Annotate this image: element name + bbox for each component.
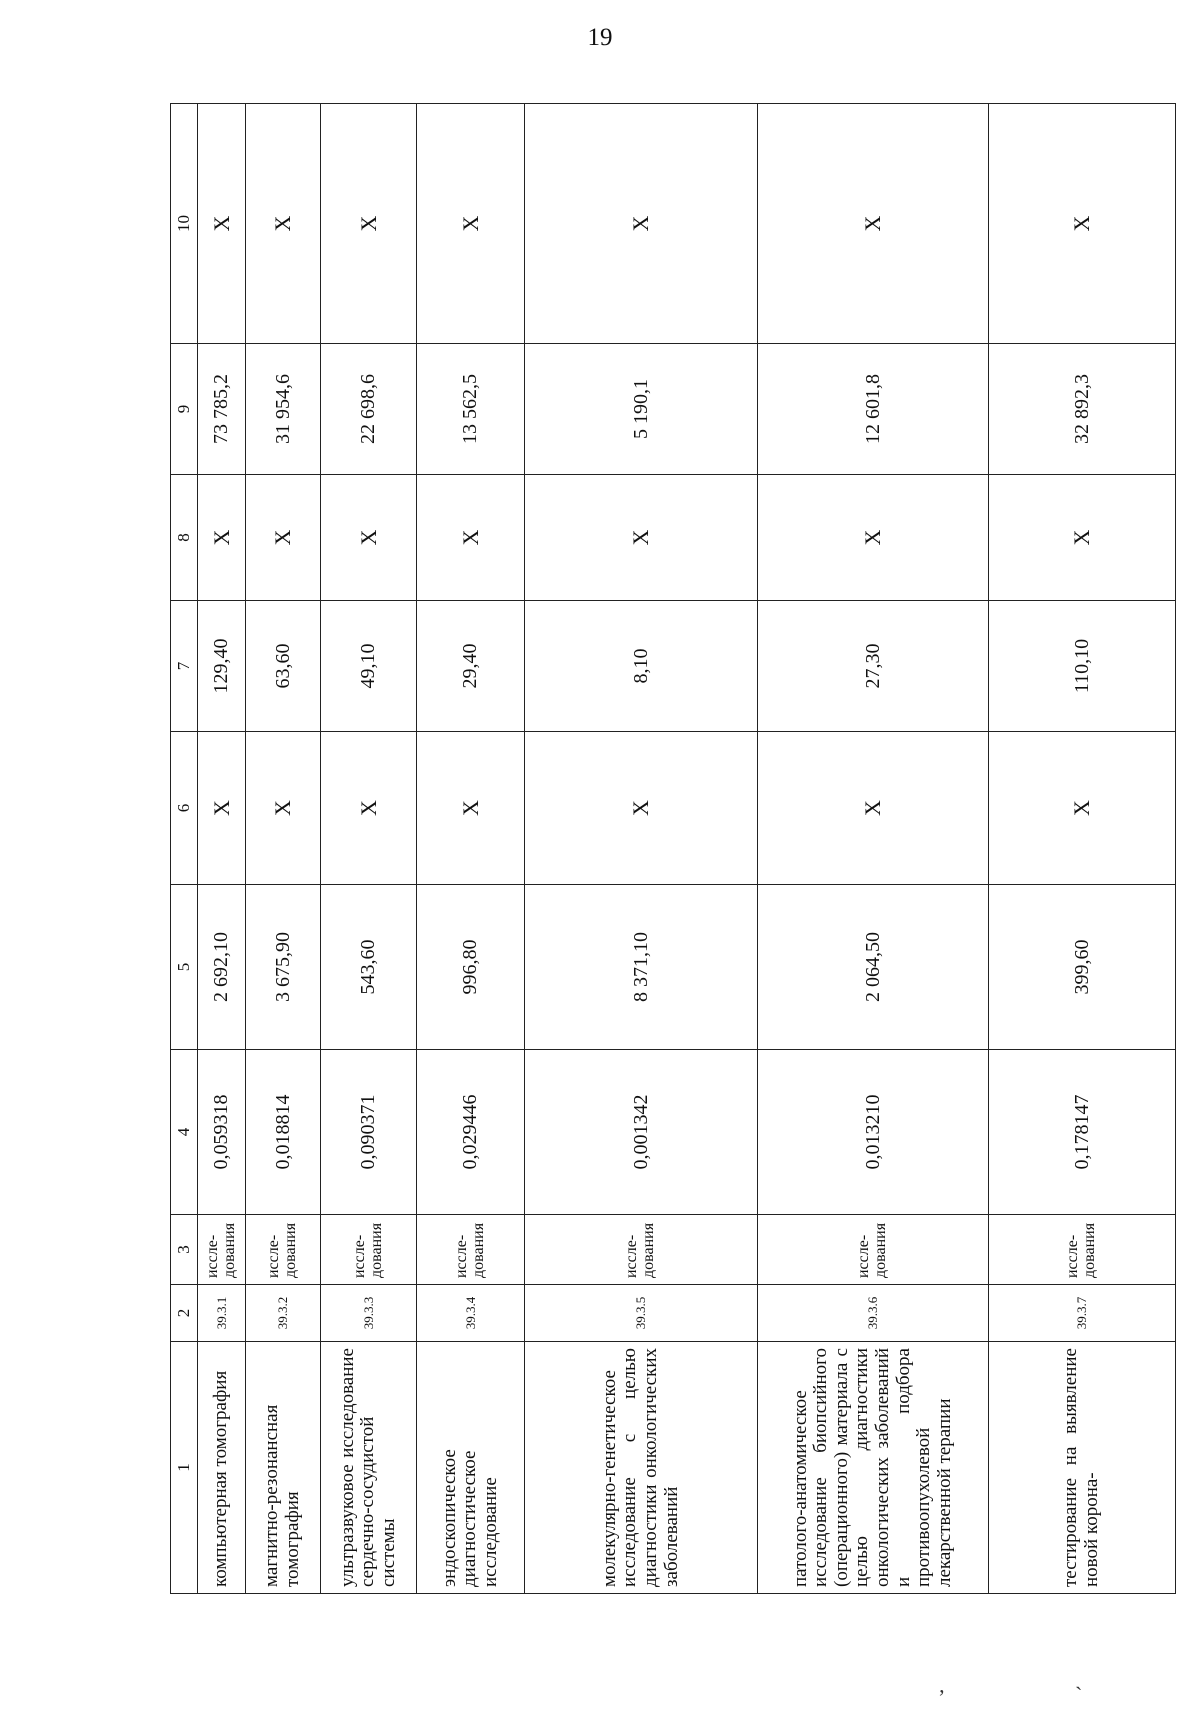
row-col-5: 543,60 bbox=[321, 885, 417, 1050]
row-code: 39.3.3 bbox=[321, 1285, 417, 1342]
row-col-8: X bbox=[989, 475, 1176, 601]
row-col-4: 0,090371 bbox=[321, 1050, 417, 1215]
row-col-9: 73 785,2 bbox=[198, 344, 246, 475]
row-col-10: X bbox=[417, 104, 525, 344]
rotated-table-frame bbox=[170, 104, 1170, 1594]
row-col-8: X bbox=[246, 475, 321, 601]
header-col-9: 9 bbox=[171, 344, 198, 475]
tariff-table bbox=[170, 103, 1176, 1594]
row-col-9: 31 954,6 bbox=[246, 344, 321, 475]
row-col-10: X bbox=[758, 104, 989, 344]
row-col-6: X bbox=[198, 732, 246, 885]
row-col-10: X bbox=[989, 104, 1176, 344]
row-col-7: 8,10 bbox=[525, 601, 758, 732]
row-col-5: 2 692,10 bbox=[198, 885, 246, 1050]
row-col-4: 0,013210 bbox=[758, 1050, 989, 1215]
row-code: 39.3.2 bbox=[246, 1285, 321, 1342]
row-col-10: X bbox=[198, 104, 246, 344]
row-col-4: 0,001342 bbox=[525, 1050, 758, 1215]
row-name: магнитно-резонансная томография bbox=[246, 1342, 321, 1594]
row-col-5: 8 371,10 bbox=[525, 885, 758, 1050]
table-row bbox=[198, 104, 246, 1594]
row-col-7: 110,10 bbox=[989, 601, 1176, 732]
header-col-1: 1 bbox=[171, 1342, 198, 1594]
row-col-6: X bbox=[321, 732, 417, 885]
row-code: 39.3.4 bbox=[417, 1285, 525, 1342]
row-col-8: X bbox=[198, 475, 246, 601]
row-unit: иссле-дования bbox=[417, 1215, 525, 1285]
row-col-10: X bbox=[246, 104, 321, 344]
table-row bbox=[758, 104, 989, 1594]
row-col-4: 0,018814 bbox=[246, 1050, 321, 1215]
row-col-6: X bbox=[417, 732, 525, 885]
row-col-8: X bbox=[321, 475, 417, 601]
row-name: компьютерная томография bbox=[198, 1342, 246, 1594]
row-col-4: 0,059318 bbox=[198, 1050, 246, 1215]
row-unit: иссле-дования bbox=[321, 1215, 417, 1285]
table-row bbox=[321, 104, 417, 1594]
row-name: ультразвуковое исследование сердечно-сосудистой системы bbox=[321, 1342, 417, 1594]
row-name: патолого-анатомическое исследование биопсийного (операционного) материала с целью диагностики онкологических заболеваний и подбора противоопухолевой лекарственной терапии bbox=[758, 1342, 989, 1594]
row-code: 39.3.7 bbox=[989, 1285, 1176, 1342]
row-col-6: X bbox=[246, 732, 321, 885]
row-code: 39.3.5 bbox=[525, 1285, 758, 1342]
row-unit: иссле-дования bbox=[989, 1215, 1176, 1285]
header-col-6: 6 bbox=[171, 732, 198, 885]
row-code: 39.3.6 bbox=[758, 1285, 989, 1342]
row-col-7: 27,30 bbox=[758, 601, 989, 732]
row-col-6: X bbox=[758, 732, 989, 885]
row-col-6: X bbox=[525, 732, 758, 885]
row-unit: иссле-дования bbox=[246, 1215, 321, 1285]
header-col-7: 7 bbox=[171, 601, 198, 732]
header-col-10: 10 bbox=[171, 104, 198, 344]
row-col-9: 5 190,1 bbox=[525, 344, 758, 475]
scan-speck: ʼ bbox=[938, 1685, 946, 1710]
row-unit: иссле-дования bbox=[198, 1215, 246, 1285]
row-col-9: 32 892,3 bbox=[989, 344, 1176, 475]
table-row bbox=[989, 104, 1176, 1594]
row-col-5: 996,80 bbox=[417, 885, 525, 1050]
row-col-5: 3 675,90 bbox=[246, 885, 321, 1050]
row-col-4: 0,029446 bbox=[417, 1050, 525, 1215]
row-col-9: 12 601,8 bbox=[758, 344, 989, 475]
row-col-5: 2 064,50 bbox=[758, 885, 989, 1050]
row-col-7: 129,40 bbox=[198, 601, 246, 732]
table-header-row bbox=[171, 104, 198, 1594]
header-col-4: 4 bbox=[171, 1050, 198, 1215]
row-col-7: 29,40 bbox=[417, 601, 525, 732]
table-row bbox=[525, 104, 758, 1594]
header-col-5: 5 bbox=[171, 885, 198, 1050]
table-row bbox=[246, 104, 321, 1594]
row-col-10: X bbox=[525, 104, 758, 344]
row-name: тестирование на выявление новой корона- bbox=[989, 1342, 1176, 1594]
row-col-4: 0,178147 bbox=[989, 1050, 1176, 1215]
row-unit: иссле-дования bbox=[525, 1215, 758, 1285]
row-col-5: 399,60 bbox=[989, 885, 1176, 1050]
row-col-7: 49,10 bbox=[321, 601, 417, 732]
row-col-8: X bbox=[525, 475, 758, 601]
page-number: 19 bbox=[587, 24, 613, 51]
row-col-7: 63,60 bbox=[246, 601, 321, 732]
row-col-8: X bbox=[758, 475, 989, 601]
table-row bbox=[417, 104, 525, 1594]
row-col-9: 22 698,6 bbox=[321, 344, 417, 475]
row-col-6: X bbox=[989, 732, 1176, 885]
row-col-9: 13 562,5 bbox=[417, 344, 525, 475]
header-col-2: 2 bbox=[171, 1285, 198, 1342]
header-col-8: 8 bbox=[171, 475, 198, 601]
row-code: 39.3.1 bbox=[198, 1285, 246, 1342]
row-name: молекулярно-генетическое исследование с целью диагностики онкологических заболеваний bbox=[525, 1342, 758, 1594]
header-col-3: 3 bbox=[171, 1215, 198, 1285]
row-col-8: X bbox=[417, 475, 525, 601]
scan-speck: ˎ bbox=[1075, 1665, 1083, 1690]
row-unit: иссле-дования bbox=[758, 1215, 989, 1285]
row-name: эндоскопическое диагностическое исследование bbox=[417, 1342, 525, 1594]
row-col-10: X bbox=[321, 104, 417, 344]
